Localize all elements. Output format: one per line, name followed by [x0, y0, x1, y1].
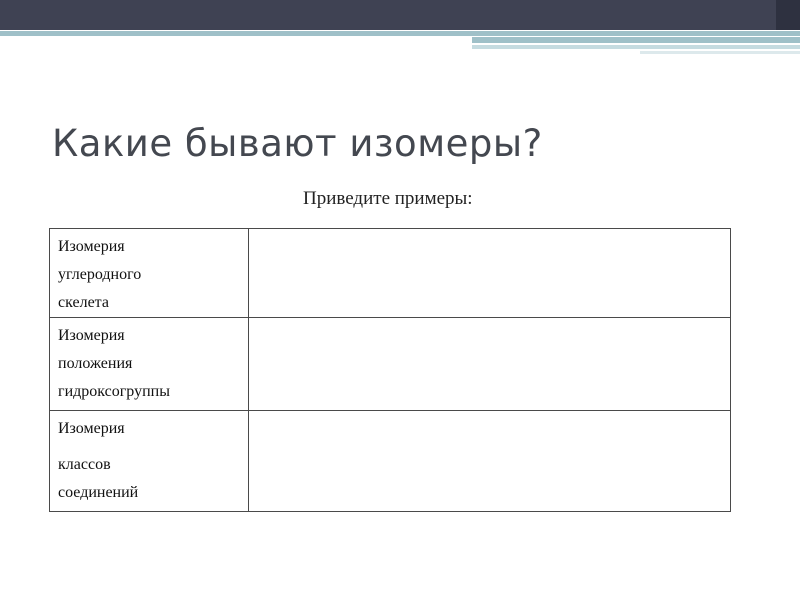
header-bar-corner — [776, 0, 800, 30]
accent-strip — [640, 51, 800, 54]
row-label-line: классов — [58, 456, 111, 473]
table-row — [50, 318, 731, 411]
table-row — [50, 411, 731, 512]
accent-strip — [472, 45, 800, 49]
answer-cell[interactable] — [248, 229, 730, 318]
accent-line — [0, 31, 800, 36]
row-label-line: положения — [58, 355, 133, 372]
row-label-line: углеродного — [58, 266, 142, 283]
isomer-table — [49, 228, 731, 512]
header-bar — [0, 0, 800, 30]
row-label-line: гидроксогруппы — [58, 383, 170, 400]
table-row — [50, 229, 731, 318]
answer-cell[interactable] — [248, 318, 730, 411]
row-label-line: соединений — [58, 484, 139, 501]
row-label — [50, 229, 249, 318]
slide-subtitle: Приведите примеры: — [303, 188, 473, 209]
slide-title: Какие бывают изомеры? — [52, 122, 543, 165]
row-label-line: Изомерия — [58, 420, 125, 437]
row-label — [50, 318, 249, 411]
row-label — [50, 411, 249, 512]
row-label-line: Изомерия — [58, 327, 125, 344]
answer-cell[interactable] — [248, 411, 730, 512]
row-label-line: скелета — [58, 294, 109, 311]
row-label-line: Изомерия — [58, 238, 125, 255]
accent-strip — [472, 37, 800, 43]
